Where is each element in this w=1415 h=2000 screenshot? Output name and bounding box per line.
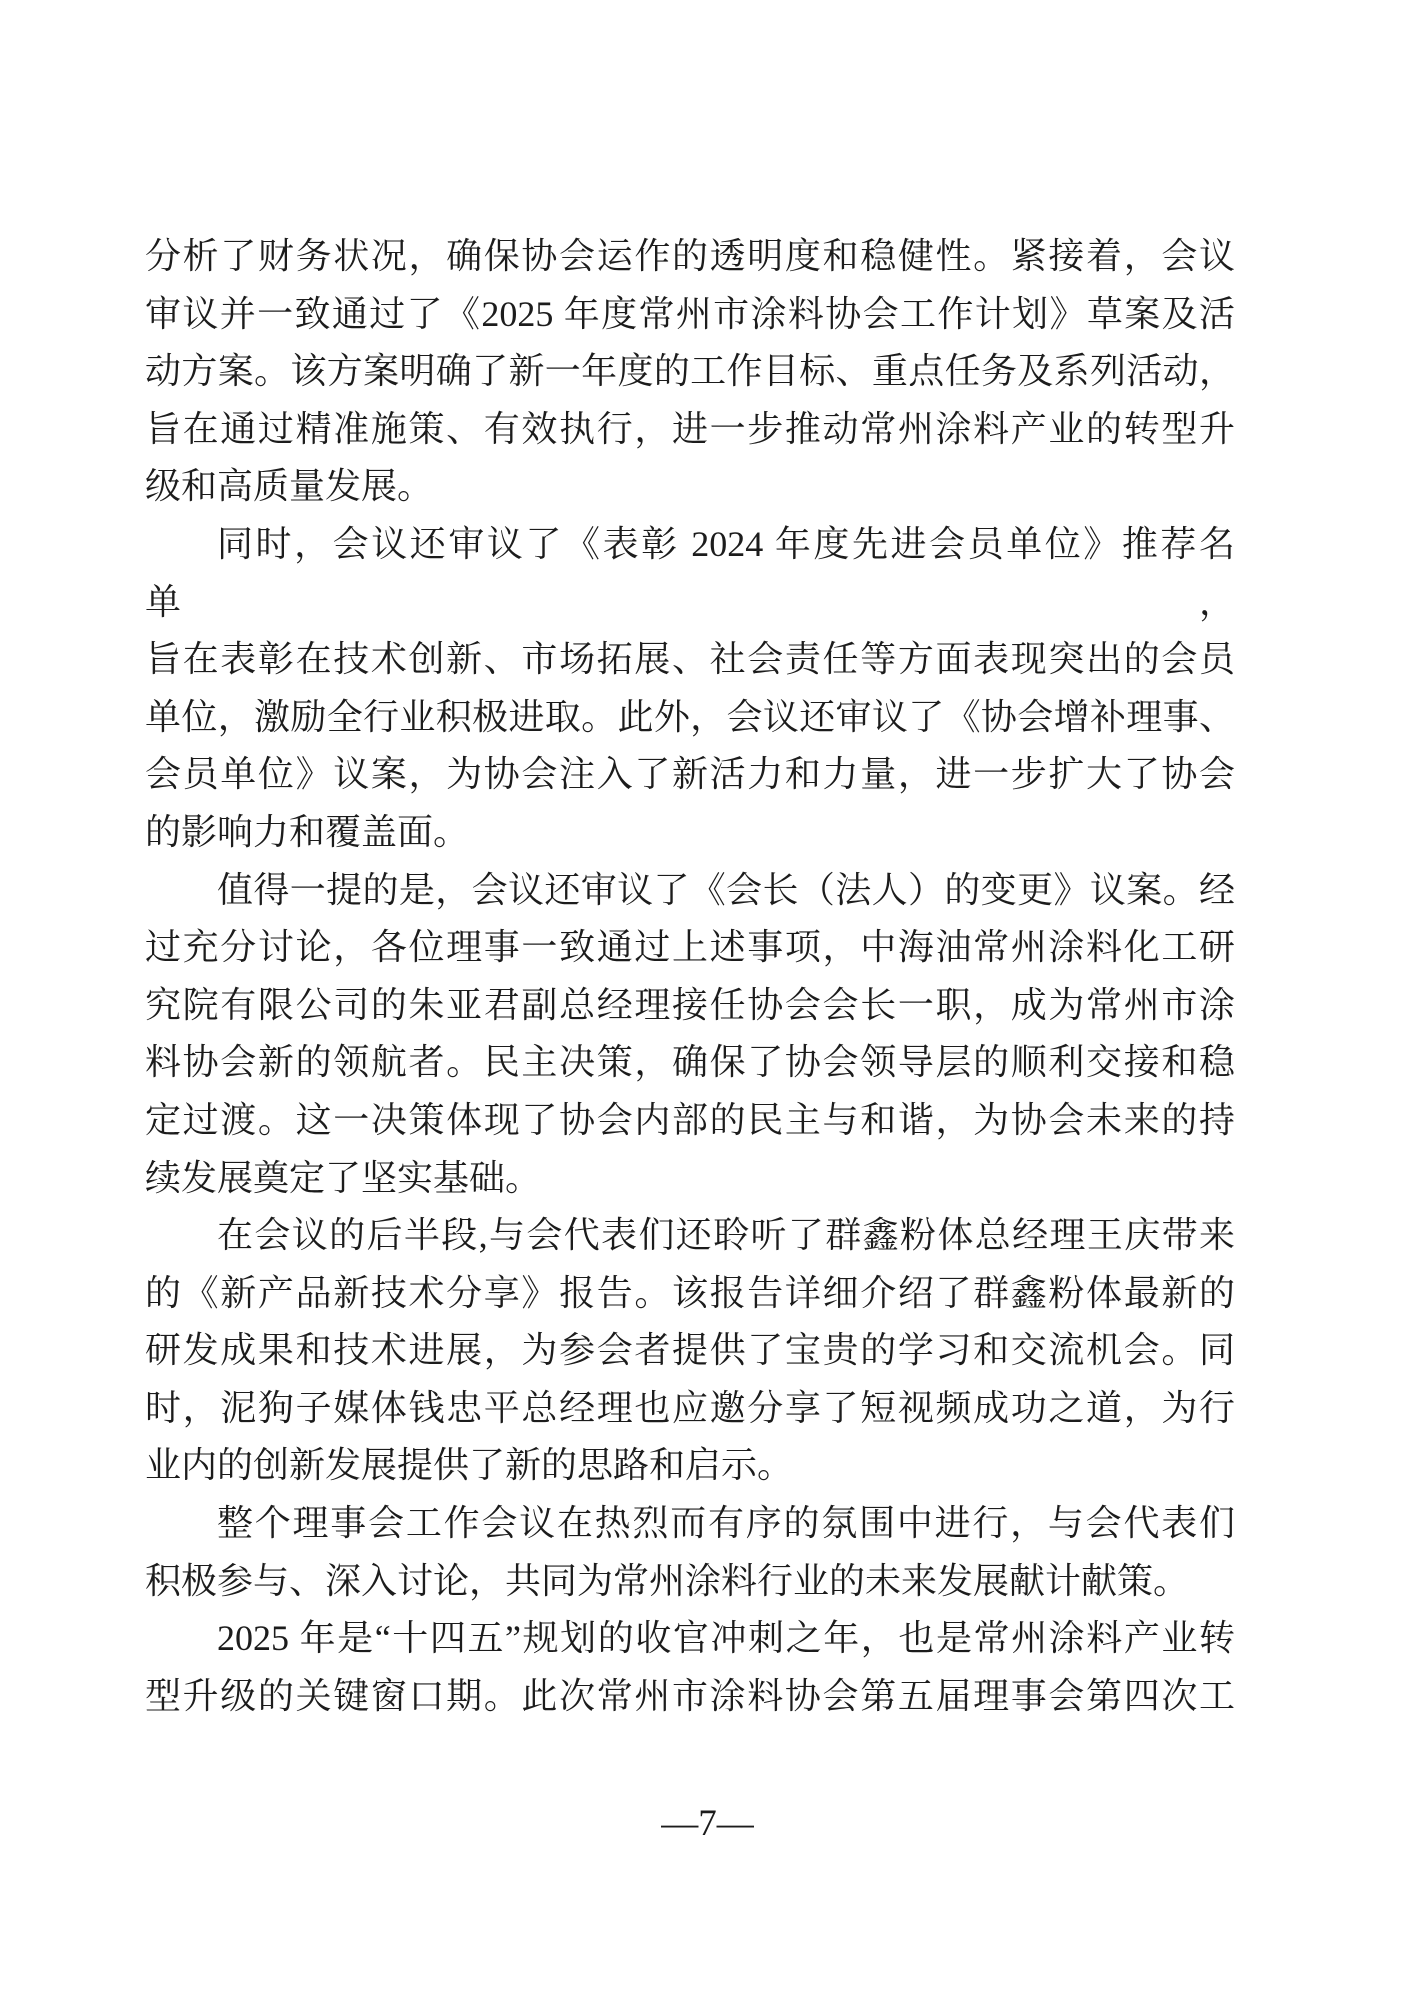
text-line: 研发成果和技术进展，为参会者提供了宝贵的学习和交流机会。同 xyxy=(145,1330,1235,1371)
text-line: 分析了财务状况，确保协会运作的透明度和稳健性。紧接着，会议 xyxy=(145,236,1235,276)
text-line: 的《新产品新技术分享》报告。该报告详细介绍了群鑫粉体最新的 xyxy=(145,1272,1235,1313)
text-line: 审议并一致通过了《2025 年度常州市涂料协会工作计划》草案及活 xyxy=(145,293,1235,334)
paragraph xyxy=(145,1610,1235,1725)
text-line: 整个理事会工作会议在热烈而有序的氛围中进行，与会代表们 xyxy=(217,1503,1235,1544)
text-line: 单位，激励全行业积极进取。此外，会议还审议了《协会增补理事、 xyxy=(145,696,1235,737)
paragraph xyxy=(145,862,1235,1208)
text-line: 会员单位》议案，为协会注入了新活力和力量，进一步扩大了协会 xyxy=(145,754,1235,795)
text-line: 续发展奠定了坚实基础。 xyxy=(145,1157,542,1198)
text-line: 动方案。该方案明确了新一年度的工作目标、重点任务及系列活动， xyxy=(145,351,1235,392)
text-line: 2025 年是“十四五”规划的收官冲刺之年，也是常州涂料产业转 xyxy=(217,1618,1235,1659)
paragraph xyxy=(145,1207,1235,1495)
paragraph xyxy=(145,516,1235,862)
text-line: 旨在表彰在技术创新、市场拓展、社会责任等方面表现突出的会员 xyxy=(145,639,1235,680)
document-body xyxy=(145,228,1235,1725)
text-line: 积极参与、深入讨论，共同为常州涂料行业的未来发展献计献策。 xyxy=(145,1560,1190,1601)
text-line: 型升级的关键窗口期。此次常州市涂料协会第五届理事会第四次工 xyxy=(145,1675,1235,1716)
paragraph xyxy=(145,1495,1235,1610)
text-line: 级和高质量发展。 xyxy=(145,466,434,507)
text-line: 究院有限公司的朱亚君副总经理接任协会会长一职，成为常州市涂 xyxy=(145,984,1235,1025)
text-line: 旨在通过精准施策、有效执行，进一步推动常州涂料产业的转型升 xyxy=(145,408,1235,449)
text-line: 料协会新的领航者。民主决策，确保了协会领导层的顺利交接和稳 xyxy=(145,1042,1235,1083)
text-line: 在会议的后半段,与会代表们还聆听了群鑫粉体总经理王庆带来 xyxy=(217,1215,1235,1256)
text-line: 值得一提的是，会议还审议了《会长（法人）的变更》议案。经 xyxy=(217,869,1235,910)
text-line: 时，泥狗子媒体钱忠平总经理也应邀分享了短视频成功之道，为行 xyxy=(145,1387,1235,1428)
text-line: 的影响力和覆盖面。 xyxy=(145,811,470,852)
paragraph xyxy=(145,228,1235,516)
page-number: —7— xyxy=(661,1803,754,1844)
text-line: 同时，会议还审议了《表彰 2024 年度先进会员单位》推荐名单， xyxy=(145,523,1235,622)
text-line: 业内的创新发展提供了新的思路和启示。 xyxy=(145,1445,794,1486)
text-line: 过充分讨论，各位理事一致通过上述事项，中海油常州涂料化工研 xyxy=(145,927,1235,968)
text-line: 定过渡。这一决策体现了协会内部的民主与和谐，为协会未来的持 xyxy=(145,1099,1235,1140)
